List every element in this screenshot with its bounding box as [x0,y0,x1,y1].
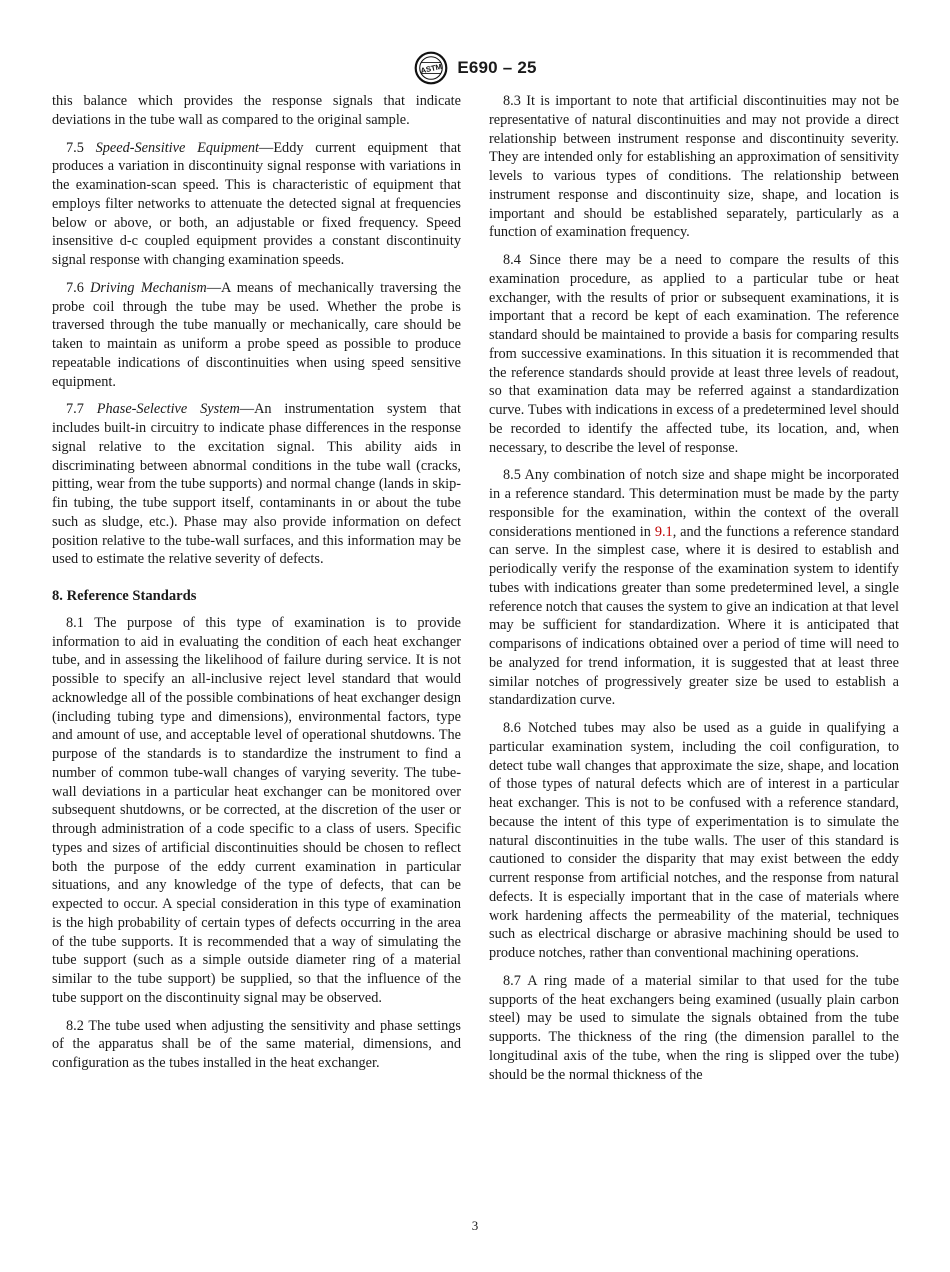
paragraph-8-2: 8.2 The tube used when adjusting the sensitivity and phase settings of the apparatus shall be of the same material, dimensions, and configuration as the tubes installed in the heat exchanger. [52,1017,461,1071]
left-column [52,92,461,1082]
term-speed-sensitive-equipment: Speed-Sensitive Equipment [95,139,260,156]
paragraph-8-5: 8.5 Any combination of notch size and shape might be incorporated in a reference standard. This determination must be made by the party responsible for the examination, within the context of the overall considerations mentioned in 9.1, and the functions a reference standard can serve. In the simplest case, where it is desired to establish and periodically verify the response of the examination system to identify tubes with indications greater than some predetermined level, a single reference notch that causes the system to give an indication at that level may be sufficient for standardization. Where it is anticipated that comparisons of indications obtained over a period of time will need to be analyzed for trend information, it is suggested that at least three similar notches of progressively greater size be used to establish a standardization curve. [489,467,900,709]
term-phase-selective-system: Phase-Selective System [96,401,240,418]
paragraph-8-6: 8.6 Notched tubes may also be used as a guide in qualifying a particular examination system, including the coil configuration, to detect tube wall changes that approximate the size, shape, and location of those types of natural defects which are of interest in a particular heat exchanger. This is not to be confused with a reference standard, because the intent of this type of experimentation is to simulate the natural discontinuities in the tube walls. The user of this standard is cautioned to consider the disparity that may exist between the eddy current response from artificial notches, and the response from natural defects. It is especially important that in the case of materials where work hardening affects the permeability of the material, techniques such as electrical discharge or abrasive machining should be used to produce notches, rather than conventional machining operations. [489,720,899,961]
page-number: 3 [471,1218,479,1233]
standard-designation: E690 – 25 [457,58,537,77]
term-driving-mechanism: Driving Mechanism [90,279,207,296]
paragraph-7-6: 7.6 Driving Mechanism—A means of mechanically traversing the probe coil through the tube may be used. Whether the probe is traversed through the tube manually or mechanically, care should be taken to maintain as uniform a probe speed as possible to produce repeatable indications of discontinuities when using speed sensitive equipment. [52,279,461,390]
paragraph-continuation: this balance which provides the response signals that indicate deviations in the tube wall as compared to the original sample. [52,93,461,128]
svg-text:ASTM: ASTM [419,61,443,76]
right-column [489,92,899,1093]
paragraph-7-5: 7.5 Speed-Sensitive Equipment—Eddy current equipment that produces a variation in discontinuity signal response with variations in the examination-scan speed. This is characteristic of equipment that employs filter networks to attenuate the detected signal at frequencies below or above, or both, an adjustable or fixed frequency. Speed insensitive d-c coupled equipment provides a constant discontinuity signal response with changing examination speeds. [52,139,462,268]
paragraph-7-7: 7.7 Phase-Selective System—An instrumentation system that includes built-in circuitry to indicate phase differences in the response signal relative to the excitation signal. This ability aids in discriminating between abnormal conditions in the tube wall (cracks, pitting, wear from the tube supports) and normal change (lands in skip-fin tubing, the tube support itself, contaminants in or about the tube such as sludge, etc.). Phase may also provide information on defect position relative to the tube-wall surfaces, and this information may be used to estimate the relative severity of defects. [52,401,461,568]
section-reference-link[interactable]: 9.1 [654,523,673,540]
paragraph-8-7: 8.7 A ring made of a material similar to that used for the tube supports of the heat exchangers being examined (usually plain carbon steel) may be used to simulate the signals obtained from the tube supports. The thickness of the ring (the dimension parallel to the longitudinal axis of the tube, when the ring is slipped over the tube) should be the normal thickness of the [489,972,899,1083]
paragraph-8-4: 8.4 Since there may be a need to compare the results of this examination procedure, as applied to a particular tube or heat exchanger, with the results of prior or subsequent examinations, it is important that a record be kept of each examination. The reference standard should be maintained to provide a basis for comparing results from successive examinations. In this situation it is recommended that the reference standards should provide at least three levels of readout, so that examination data may be referred against a standardization curve. Tubes with indications in excess of a predetermined level should be recorded to identify the affected tube, its location, and, when necessary, to describe the level of response. [489,252,899,456]
page-header [0,50,950,86]
section-heading-reference-standards: 8. Reference Standards [52,588,197,604]
astm-logo-icon [413,50,449,86]
paragraph-8-3: 8.3 It is important to note that artificial discontinuities may not be representative of natural discontinuities and may not provide a direct relationship between instrument response and discontinuity severity. They are intended only for establishing an approximation of sensitivity levels to various types of conditions. The relationship between instrument response and discontinuity size, shape, and location is important and should be established separately, particularly as a function of examination frequency. [489,93,899,241]
paragraph-8-1: 8.1 The purpose of this type of examination is to provide information to aid in evaluating the condition of each heat exchanger tube, and in assessing the likelihood of failure during service. It is not possible to specify an all-inclusive reject level standard that would acknowledge all of the possible combinations of heat exchanger design (including tubing type and dimensions), environmental factors, type and amount of use, and acceptable level of operational shutdowns. The purpose of the standards is to standardize the instrument to find a number of common tube-wall changes of varying severity. The tube-wall deviations in a particular heat exchanger can be monitored over subsequent shutdowns, or be corrected, at the discretion of the user or through administration of a code specific to a class of users. Specific types and sizes of artificial discontinuities should be chosen to reflect both the purpose of the eddy current examination in particular situations, and any knowledge of the type of defects, that can be expected to occur. A special consideration in this type of examination is the high probability of certain types of defects occurring in the area of the tube supports. It is recommended that a way of simulating the tube support (such as a simple outside diameter ring of a material similar to the tube support) be supplied, so that the influence of the tube support on the discontinuity signal may be observed. [52,614,461,1006]
